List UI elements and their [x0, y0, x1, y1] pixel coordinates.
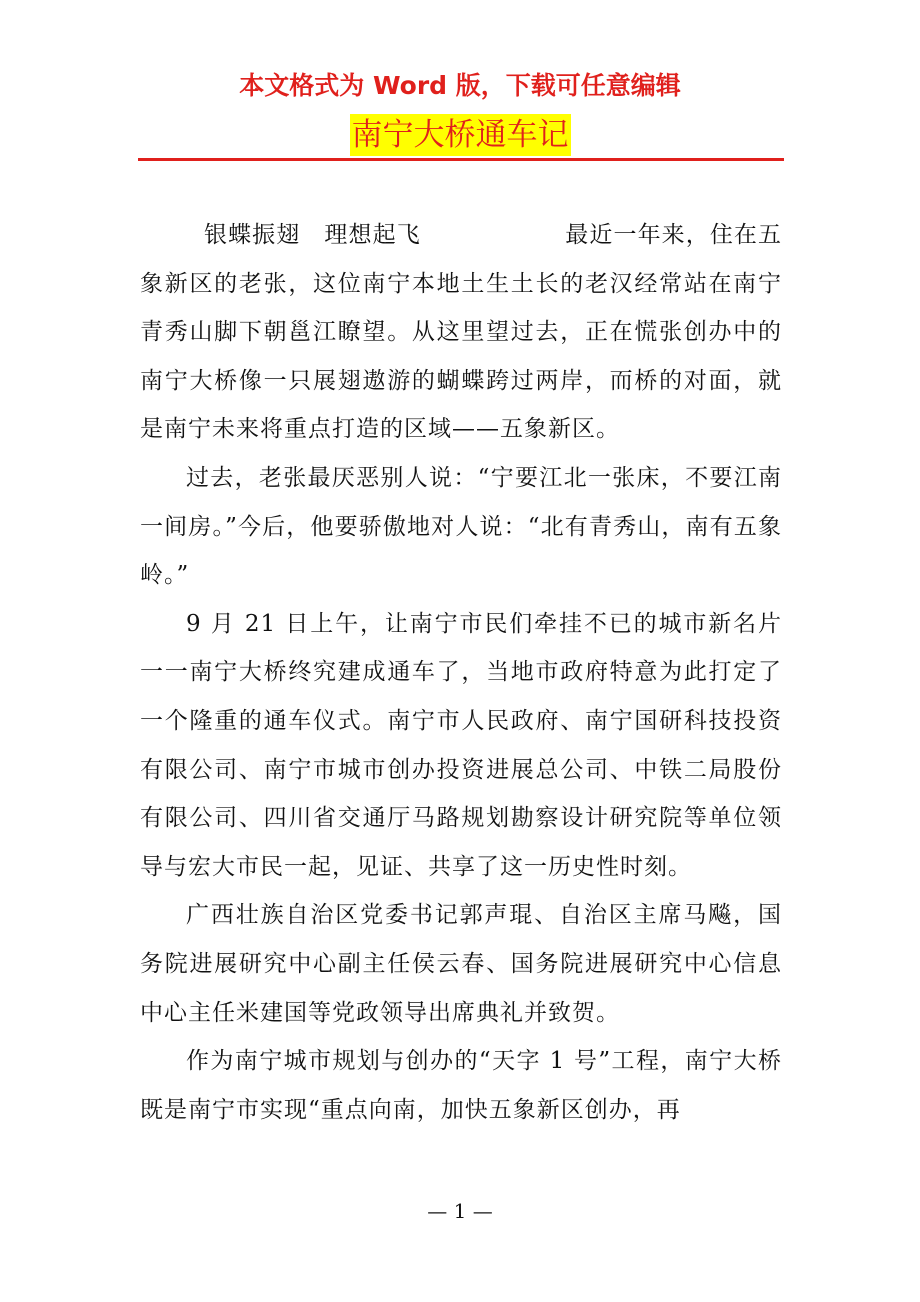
- paragraph-3: 9 月 21 日上午，让南宁市民们牵挂不已的城市新名片一一南宁大桥终究建成通车了，当地市政府特意为此打定了一个隆重的通车仪式。南宁市人民政府、南宁国研科技投资有限公司、南宁市城市创办投资进展总公司、中铁二局股份有限公司、四川省交通厅马路规划勘察设计研究院等单位领导与宏大市民一起，见证、共享了这一历史性时刻。: [140, 610, 782, 880]
- paragraph-1: 银蝶振翅 理想起飞 最近一年来，住在五象新区的老张，这位南宁本地土生土长的老汉经常站在南宁青秀山脚下朝邕江瞭望。从这里望过去，正在慌张创办中的南宁大桥像一只展翅遨游的蝴蝶跨过两岸，而桥的对面，就是南宁未来将重点打造的区域——五象新区。: [140, 222, 782, 443]
- paragraph-2: 过去，老张最厌恶别人说：“宁要江北一张床，不要江南一间房。”今后，他要骄傲地对人说：“北有青秀山，南有五象岭。”: [140, 464, 782, 589]
- title-container: [0, 114, 920, 156]
- paragraph-4: 广西壮族自治区党委书记郭声琨、自治区主席马飚，国务院进展研究中心副主任侯云春、国务院进展研究中心信息中心主任米建国等党政领导出席典礼并致贺。: [140, 902, 782, 1026]
- download-banner: 本文格式为 Word 版，下载可任意编辑: [239, 71, 681, 100]
- document-title: 南宁大桥通车记: [350, 114, 571, 156]
- document-body: [140, 211, 782, 1134]
- paragraph-5: 作为南宁城市规划与创办的“天字 1 号”工程，南宁大桥既是南宁市实现“重点向南，加快五象新区创办，再: [140, 1048, 782, 1123]
- page-number: — 1 —: [427, 1199, 493, 1223]
- title-divider: [138, 158, 784, 161]
